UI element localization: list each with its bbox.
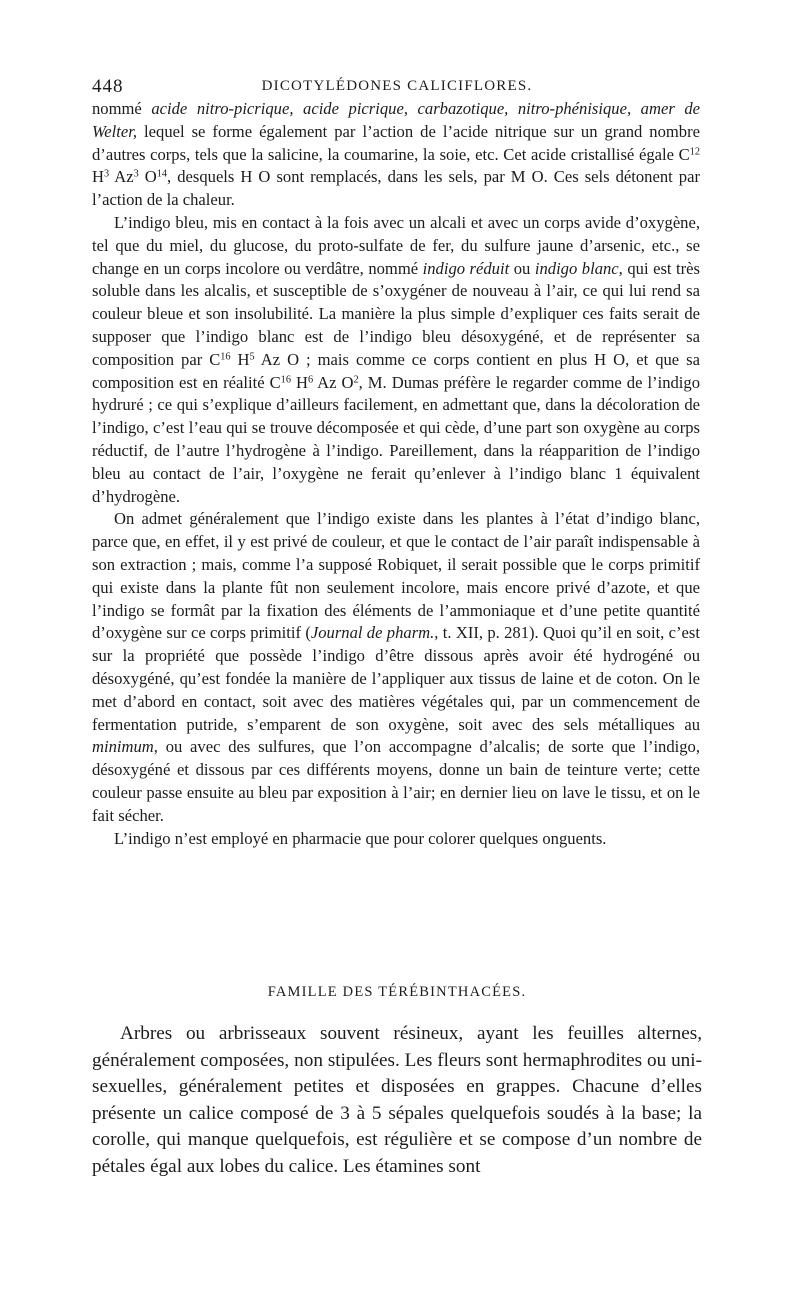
page-header xyxy=(92,76,702,100)
paragraph-indigo-pharmacy: L’indigo n’est employé en pharmacie que pour colorer quelques onguents. xyxy=(114,828,607,848)
paragraph-nitro-picric-acid: nommé acide nitro-picrique, acide picrique, carbazotique, nitro-phénisique, amer de Welter, lequel se forme également par l’action de l’acide nitrique sur un grand nombre d’autres corps, tels que la salicine, la coumarine, la soie, etc. Cet acide cristallisé égale $C^{12}$ $H^3$ Az$^3$ $O^{14}$, desquels H O sont remplacés, dans les sels, par M O. Ces sels détonent par l’action de la chaleur. xyxy=(92,99,700,210)
paragraph-indigo-reduction: L’indigo bleu, mis en contact à la fois avec un alcali et avec un corps avide d’oxygène, tel que du miel, du glucose, du proto-sulfate de fer, du sulfure jaune d’arsenic, etc., se change en un corps incolore ou verdâtre, nommé indigo réduit ou indigo blanc, qui est très soluble dans les alcalis, et susceptible de s’oxygéner de nouveau à l’air, ce qui lui rend sa couleur bleue et son insolubilité. La manière la plus simple d’expliquer ces faits serait de supposer que l’indigo blanc est de l’indigo bleu désoxygéné, et de représenter sa composition par $C^{16}$ $H^5$ Az O ; mais comme ce corps contient en plus H O, et que sa composition est en réalité $C^{16}$ $H^6$ Az $O^2$, M. Dumas préfère le regarder comme de l’indigo hydruré ; ce qui s’explique d’ailleurs facilement, en admettant que, dans la décoloration de l’indigo, c’est l’eau qui se trouve décomposée et qui cède, d’une part son oxygène au corps réductif, de l’autre l’hydrogène à l’indigo. Pareillement, dans la réapparition de l’indigo bleu au contact de l’air, l’oxygène ne ferait qu’enlever à l’indigo blanc 1 équivalent d’hydrogène. xyxy=(92,212,700,506)
paragraph-indigo-dyeing: On admet généralement que l’indigo existe dans les plantes à l’état d’indigo blanc, parce que, en effet, il y est privé de couleur, et que le contact de l’air paraît indispensable à son extraction ; mais, comme l’a supposé Robiquet, il serait possible que le corps primitif qui existe dans la plante fût non seulement incolore, mais encore privé d’azote, et que l’indigo se formât par la fixation des éléments de l’ammoniaque et d’une petite quantité d’oxygène sur ce corps primitif (Journal de pharm., t. XII, p. 281). Quoi qu’il en soit, c’est sur la propriété que possède l’indigo d’être dissous après avoir été hydrogéné ou désoxygéné, qu’est fondée la manière de l’appliquer aux tissus de laine et de coton. On le met d’abord en contact, soit avec des matières végétales qui, par un commencement de fermentation putride, s’emparent de son oxygène, soit avec des sels métalliques au minimum, ou avec des sulfures, que l’on accompagne d’alcalis; de sorte que l’indigo, désoxygéné et dissous par ces différents moyens, donne un bain de teinture verte; cette couleur passe ensuite au bleu par exposition à l’air; en dernier lieu on lave le tissu, et on le fait sécher. xyxy=(92,509,700,825)
section-paragraph: Arbres ou arbrisseaux souvent résineux, ayant les feuilles alternes, généralement composées, non stipulées. Les fleurs sont hermaphrodites ou uni-sexuelles, généralement petites et disposées en grappes. Chacune d’elles présente un calice composé de 3 à 5 sépales quelquefois soudés à la base; la corolle, qui manque quelquefois, est régulière et se compose d’un nombre de pétales égal aux lobes du calice. Les étamines sont xyxy=(92,1023,702,1177)
page-number: 448 xyxy=(92,76,124,97)
body-text xyxy=(92,98,700,850)
running-title: DICOTYLÉDONES CALICIFLORES. xyxy=(261,78,533,94)
section-heading: FAMILLE DES TÉRÉBINTHACÉES. xyxy=(267,984,527,1000)
